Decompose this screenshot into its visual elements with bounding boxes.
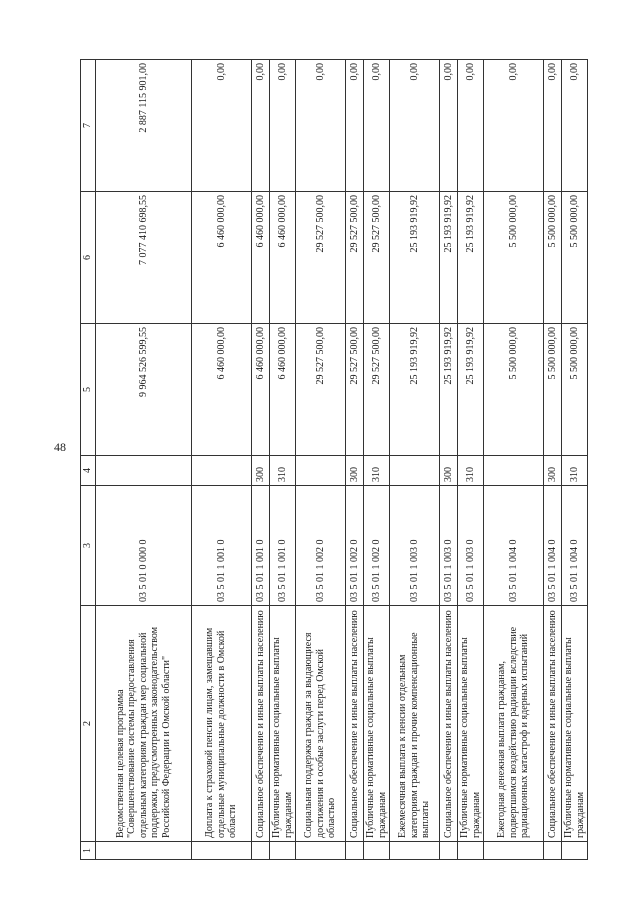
amount-col7-cell: 2 887 115 901,00 — [96, 60, 192, 192]
amount-col5-cell: 5 500 000,00 — [562, 324, 588, 456]
type-cell: 310 — [562, 456, 588, 486]
row-number-cell — [96, 842, 192, 860]
amount-col6-cell: 25 193 919,92 — [458, 192, 484, 324]
amount-col5-cell: 9 964 526 599,55 — [96, 324, 192, 456]
type-cell — [390, 456, 440, 486]
row-name-cell: Доплата к страховой пенсии лицам, замещавшим отдельные муниципальные должности в Омской области — [192, 606, 252, 842]
row-name-cell: Социальное обеспечение и иные выплаты населению — [440, 606, 458, 842]
row-number-cell — [346, 842, 364, 860]
column-header: 3 — [81, 486, 96, 606]
amount-col7-cell: 0,00 — [252, 60, 270, 192]
amount-col7-cell: 0,00 — [270, 60, 296, 192]
row-number-cell — [562, 842, 588, 860]
table-row — [458, 60, 484, 860]
table-row — [364, 60, 390, 860]
column-header: 1 — [81, 842, 96, 860]
amount-col6-cell: 25 193 919,92 — [390, 192, 440, 324]
amount-col6-cell: 29 527 500,00 — [364, 192, 390, 324]
type-cell: 300 — [544, 456, 562, 486]
amount-col6-cell: 7 077 410 698,55 — [96, 192, 192, 324]
table-row — [192, 60, 252, 860]
type-cell — [96, 456, 192, 486]
type-cell — [192, 456, 252, 486]
table-row — [440, 60, 458, 860]
amount-col6-cell: 6 460 000,00 — [192, 192, 252, 324]
amount-col7-cell: 0,00 — [484, 60, 544, 192]
amount-col5-cell: 5 500 000,00 — [544, 324, 562, 456]
table-row — [296, 60, 346, 860]
column-header: 2 — [81, 606, 96, 842]
table-row — [390, 60, 440, 860]
row-name-cell: Социальное обеспечение и иные выплаты населению — [346, 606, 364, 842]
amount-col7-cell: 0,00 — [346, 60, 364, 192]
row-name-cell: Публичные нормативные социальные выплаты гражданам — [364, 606, 390, 842]
code-cell: 03 5 01 1 003 0 — [458, 486, 484, 606]
amount-col5-cell: 6 460 000,00 — [192, 324, 252, 456]
row-name-cell: Социальное обеспечение и иные выплаты населению — [252, 606, 270, 842]
row-name-cell: Ведомственная целевая программа "Совершенствование системы предоставления отдельным категориям граждан мер социальной поддержки, предусмотренных законодательством Российской Федерации и Омской области" — [96, 606, 192, 842]
amount-col6-cell: 6 460 000,00 — [270, 192, 296, 324]
amount-col5-cell: 25 193 919,92 — [440, 324, 458, 456]
row-number-cell — [440, 842, 458, 860]
code-cell: 03 5 01 1 001 0 — [192, 486, 252, 606]
code-cell: 03 5 01 1 002 0 — [364, 486, 390, 606]
amount-col7-cell: 0,00 — [296, 60, 346, 192]
amount-col6-cell: 5 500 000,00 — [562, 192, 588, 324]
code-cell: 03 5 01 0 000 0 — [96, 486, 192, 606]
type-cell: 300 — [252, 456, 270, 486]
code-cell: 03 5 01 1 001 0 — [270, 486, 296, 606]
amount-col7-cell: 0,00 — [562, 60, 588, 192]
column-header: 7 — [81, 60, 96, 192]
amount-col5-cell: 5 500 000,00 — [484, 324, 544, 456]
row-number-cell — [364, 842, 390, 860]
table-row — [484, 60, 544, 860]
amount-col5-cell: 29 527 500,00 — [364, 324, 390, 456]
code-cell: 03 5 01 1 001 0 — [252, 486, 270, 606]
table-row — [544, 60, 562, 860]
code-cell: 03 5 01 1 003 0 — [440, 486, 458, 606]
row-number-cell — [252, 842, 270, 860]
table-row — [270, 60, 296, 860]
row-number-cell — [544, 842, 562, 860]
row-name-cell: Публичные нормативные социальные выплаты гражданам — [562, 606, 588, 842]
row-number-cell — [296, 842, 346, 860]
code-cell: 03 5 01 1 004 0 — [544, 486, 562, 606]
row-number-cell — [192, 842, 252, 860]
row-number-cell — [390, 842, 440, 860]
amount-col5-cell: 29 527 500,00 — [296, 324, 346, 456]
table-row — [346, 60, 364, 860]
table-row — [562, 60, 588, 860]
amount-col6-cell: 29 527 500,00 — [346, 192, 364, 324]
row-number-cell — [484, 842, 544, 860]
column-header: 4 — [81, 456, 96, 486]
amount-col7-cell: 0,00 — [192, 60, 252, 192]
amount-col6-cell: 6 460 000,00 — [252, 192, 270, 324]
table-row — [252, 60, 270, 860]
row-name-cell: Публичные нормативные социальные выплаты гражданам — [458, 606, 484, 842]
row-name-cell: Публичные нормативные социальные выплаты гражданам — [270, 606, 296, 842]
row-name-cell: Социальное обеспечение и иные выплаты населению — [544, 606, 562, 842]
row-number-cell — [270, 842, 296, 860]
row-number-cell — [458, 842, 484, 860]
row-name-cell: Социальная поддержка граждан за выдающиеся достижения и особые заслуги перед Омской областью — [296, 606, 346, 842]
table-row — [96, 60, 192, 860]
column-header: 5 — [81, 324, 96, 456]
row-name-cell: Ежемесячная выплата к пенсии отдельным категориям граждан и прочие компенсационные выплаты — [390, 606, 440, 842]
amount-col5-cell: 25 193 919,92 — [390, 324, 440, 456]
type-cell: 310 — [364, 456, 390, 486]
rotated-page-content — [80, 60, 586, 860]
amount-col7-cell: 0,00 — [544, 60, 562, 192]
code-cell: 03 5 01 1 002 0 — [296, 486, 346, 606]
budget-table — [80, 59, 588, 860]
amount-col5-cell: 25 193 919,92 — [458, 324, 484, 456]
amount-col6-cell: 25 193 919,92 — [440, 192, 458, 324]
type-cell: 300 — [440, 456, 458, 486]
header-row — [81, 60, 96, 860]
amount-col7-cell: 0,00 — [440, 60, 458, 192]
type-cell: 300 — [346, 456, 364, 486]
column-header: 6 — [81, 192, 96, 324]
amount-col6-cell: 29 527 500,00 — [296, 192, 346, 324]
amount-col7-cell: 0,00 — [458, 60, 484, 192]
page-number: 48 — [54, 440, 66, 454]
amount-col5-cell: 6 460 000,00 — [270, 324, 296, 456]
amount-col7-cell: 0,00 — [364, 60, 390, 192]
code-cell: 03 5 01 1 004 0 — [562, 486, 588, 606]
amount-col5-cell: 29 527 500,00 — [346, 324, 364, 456]
amount-col7-cell: 0,00 — [390, 60, 440, 192]
type-cell — [484, 456, 544, 486]
amount-col6-cell: 5 500 000,00 — [544, 192, 562, 324]
type-cell — [296, 456, 346, 486]
type-cell: 310 — [270, 456, 296, 486]
amount-col5-cell: 6 460 000,00 — [252, 324, 270, 456]
amount-col6-cell: 5 500 000,00 — [484, 192, 544, 324]
code-cell: 03 5 01 1 003 0 — [390, 486, 440, 606]
row-name-cell: Ежегодная денежная выплата гражданам, подвергшимся воздействию радиации вследствие радиационных катастроф и ядерных испытаний — [484, 606, 544, 842]
code-cell: 03 5 01 1 004 0 — [484, 486, 544, 606]
type-cell: 310 — [458, 456, 484, 486]
code-cell: 03 5 01 1 002 0 — [346, 486, 364, 606]
